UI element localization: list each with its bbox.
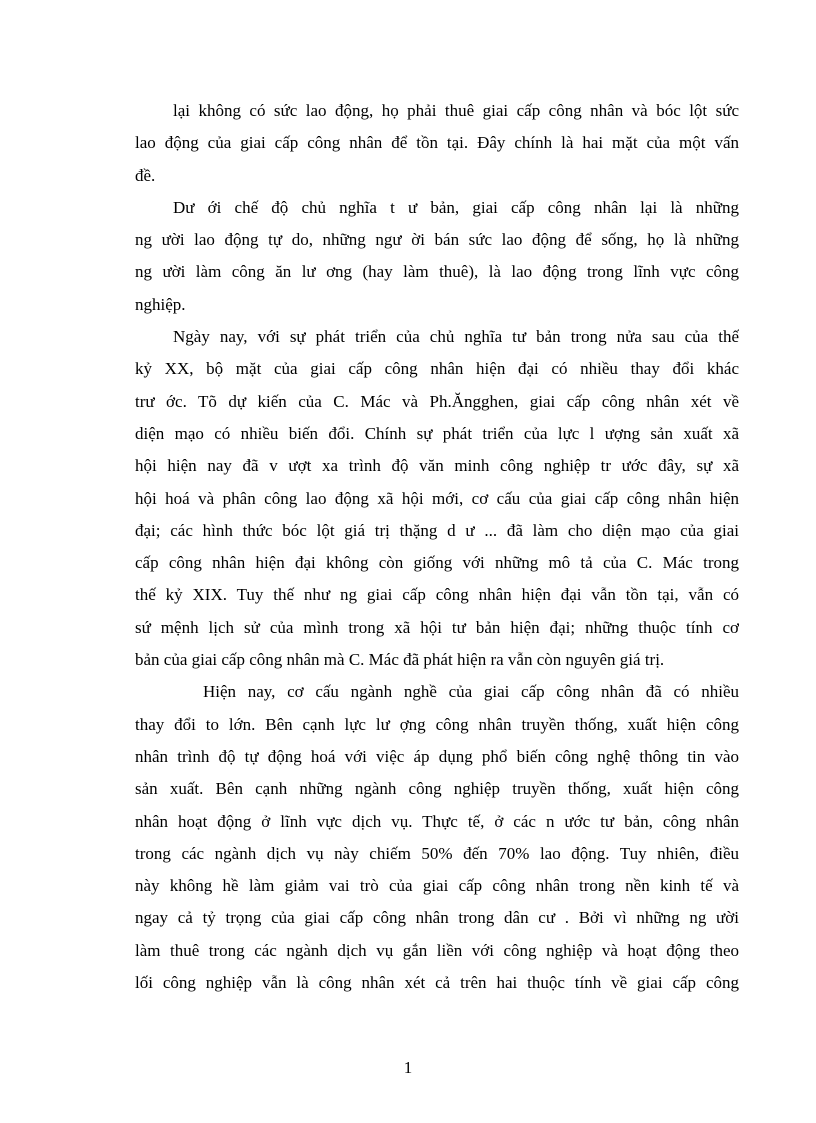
- page-number: 1: [403, 1058, 413, 1077]
- text-line: thế kỷ XIX. Tuy thế như ng giai cấp công nhân hiện đại vẫn tồn tại, vẫn có: [135, 585, 739, 605]
- text-line: sản xuất. Bên cạnh những ngành công nghiệp truyền thống, xuất hiện công: [135, 779, 739, 799]
- text-line: lối công nghiệp vẫn là công nhân xét cả trên hai thuộc tính về giai cấp công: [135, 973, 739, 993]
- text-line: diện mạo có nhiều biến đổi. Chính sự phát triển của lực l ượng sản xuất xã: [135, 423, 739, 443]
- text-line: ngay cả tỷ trọng của giai cấp công nhân trong dân cư . Bởi vì những ng ười: [135, 908, 739, 928]
- text-line: sứ mệnh lịch sử của mình trong xã hội tư bản hiện đại; những thuộc tính cơ: [135, 617, 739, 637]
- text-line: làm thuê trong các ngành dịch vụ gắn liền với công nghiệp và hoạt động theo: [135, 940, 739, 960]
- text-line: ng ười làm công ăn lư ơng (hay làm thuê), là lao động trong lĩnh vực công: [135, 262, 739, 282]
- text-line: đề.: [135, 165, 156, 185]
- text-line: Ngày nay, với sự phát triển của chủ nghĩa tư bản trong nửa sau của thế: [173, 327, 739, 347]
- text-line: trư ớc. Tõ dự kiến của C. Mác và Ph.Ăngghen, giai cấp công nhân xét về: [135, 391, 739, 411]
- text-line: ng ười lao động tự do, những ngư ời bán sức lao động để sống, họ là những: [135, 230, 739, 250]
- text-line: nghiệp.: [135, 294, 186, 314]
- text-line: trong các ngành dịch vụ này chiếm 50% đến 70% lao động. Tuy nhiên, điều: [135, 843, 739, 863]
- text-line: Hiện nay, cơ cấu ngành nghề của giai cấp công nhân đã có nhiều: [203, 682, 739, 702]
- text-line: bản của giai cấp công nhân mà C. Mác đã phát hiện ra vẫn còn nguyên giá trị.: [135, 650, 665, 670]
- text-line: này không hề làm giảm vai trò của giai cấp công nhân trong nền kinh tế và: [135, 876, 739, 896]
- text-line: hội hoá và phân công lao động xã hội mới, cơ cấu của giai cấp công nhân hiện: [135, 488, 739, 508]
- text-line: lao động của giai cấp công nhân để tồn tại. Đây chính là hai mặt của một vấn: [135, 133, 739, 153]
- body-text: [135, 95, 739, 999]
- text-line: nhân hoạt động ở lĩnh vực dịch vụ. Thực tế, ở các n ước tư bản, công nhân: [135, 811, 739, 831]
- text-line: Dư ới chế độ chủ nghĩa t ư bản, giai cấp công nhân lại là những: [173, 197, 739, 217]
- text-line: nhân trình độ tự động hoá với việc áp dụng phổ biến công nghệ thông tin vào: [135, 746, 739, 766]
- text-line: đại; các hình thức bóc lột giá trị thặng d ư ... đã làm cho diện mạo của giai: [135, 520, 739, 540]
- text-line: kỷ XX, bộ mặt của giai cấp công nhân hiện đại có nhiều thay đổi khác: [135, 359, 739, 379]
- text-line: thay đổi to lớn. Bên cạnh lực lư ợng công nhân truyền thống, xuất hiện công: [135, 714, 739, 734]
- text-line: hội hiện nay đã v ượt xa trình độ văn minh công nghiệp tr ước đây, sự xã: [135, 456, 739, 476]
- text-line: cấp công nhân hiện đại không còn giống với những mô tả của C. Mác trong: [135, 553, 739, 573]
- text-line: lại không có sức lao động, họ phải thuê giai cấp công nhân và bóc lột sức: [173, 101, 739, 120]
